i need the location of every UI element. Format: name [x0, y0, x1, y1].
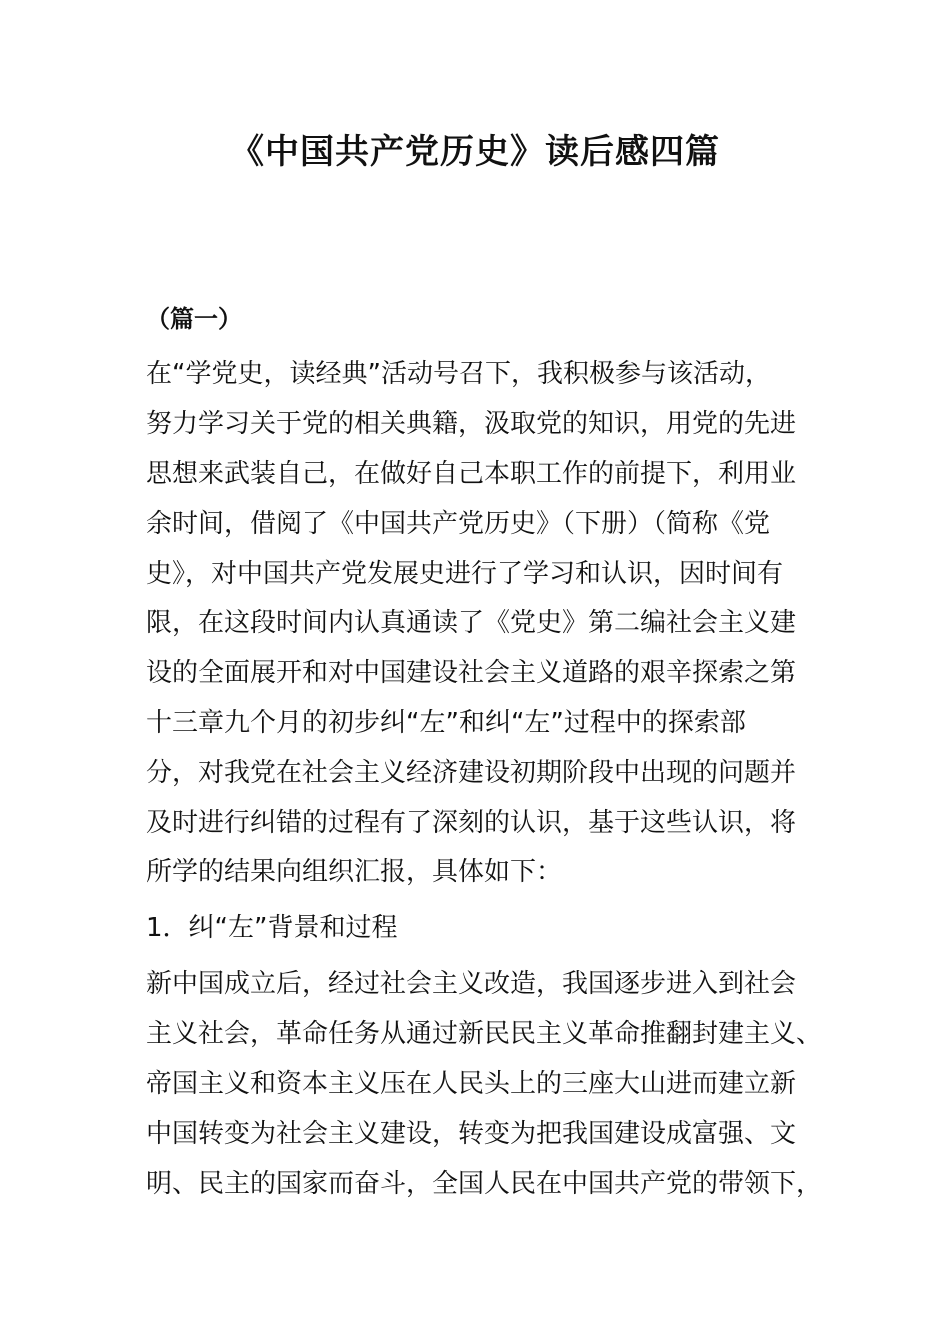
paragraph-line: 明、民主的国家而奋斗，全国人民在中国共产党的带领下，	[146, 1169, 823, 1199]
paragraph-line: 及时进行纠错的过程有了深刻的认识，基于这些认识，将	[146, 808, 797, 838]
paragraph-line: 史》，对中国共产党发展史进行了学习和认识，因时间有	[146, 559, 784, 589]
section-label: （篇一）	[146, 305, 242, 333]
paragraph-line: 帝国主义和资本主义压在人民头上的三座大山进而建立新	[146, 1069, 797, 1099]
paragraph-line: 努力学习关于党的相关典籍，汲取党的知识，用党的先进	[146, 409, 797, 439]
paragraph-line: 十三章九个月的初步纠“左”和纠“左”过程中的探索部	[146, 708, 746, 738]
paragraph-line: 主义社会，革命任务从通过新民民主义革命推翻封建主义、	[146, 1019, 823, 1049]
paragraph-line: 限，在这段时间内认真通读了《党史》第二编社会主义建	[146, 608, 797, 638]
paragraph-line: 新中国成立后，经过社会主义改造，我国逐步进入到社会	[146, 969, 797, 999]
section-heading: 1．纠“左”背景和过程	[146, 913, 398, 943]
paragraph-line: 设的全面展开和对中国建设社会主义道路的艰辛探索之第	[146, 658, 797, 688]
paragraph-line: 在“学党史，读经典”活动号召下，我积极参与该活动，	[146, 359, 771, 389]
paragraph-line: 余时间，借阅了《中国共产党历史》（下册）（简称《党	[146, 509, 771, 539]
paragraph-line: 中国转变为社会主义建设，转变为把我国建设成富强、文	[146, 1119, 797, 1149]
paragraph-line: 思想来武装自己，在做好自己本职工作的前提下，利用业	[146, 459, 797, 489]
paragraph-line: 所学的结果向组织汇报，具体如下：	[146, 857, 563, 887]
paragraph-line: 分，对我党在社会主义经济建设初期阶段中出现的问题并	[146, 758, 797, 788]
document-title: 《中国共产党历史》读后感四篇	[230, 132, 720, 172]
